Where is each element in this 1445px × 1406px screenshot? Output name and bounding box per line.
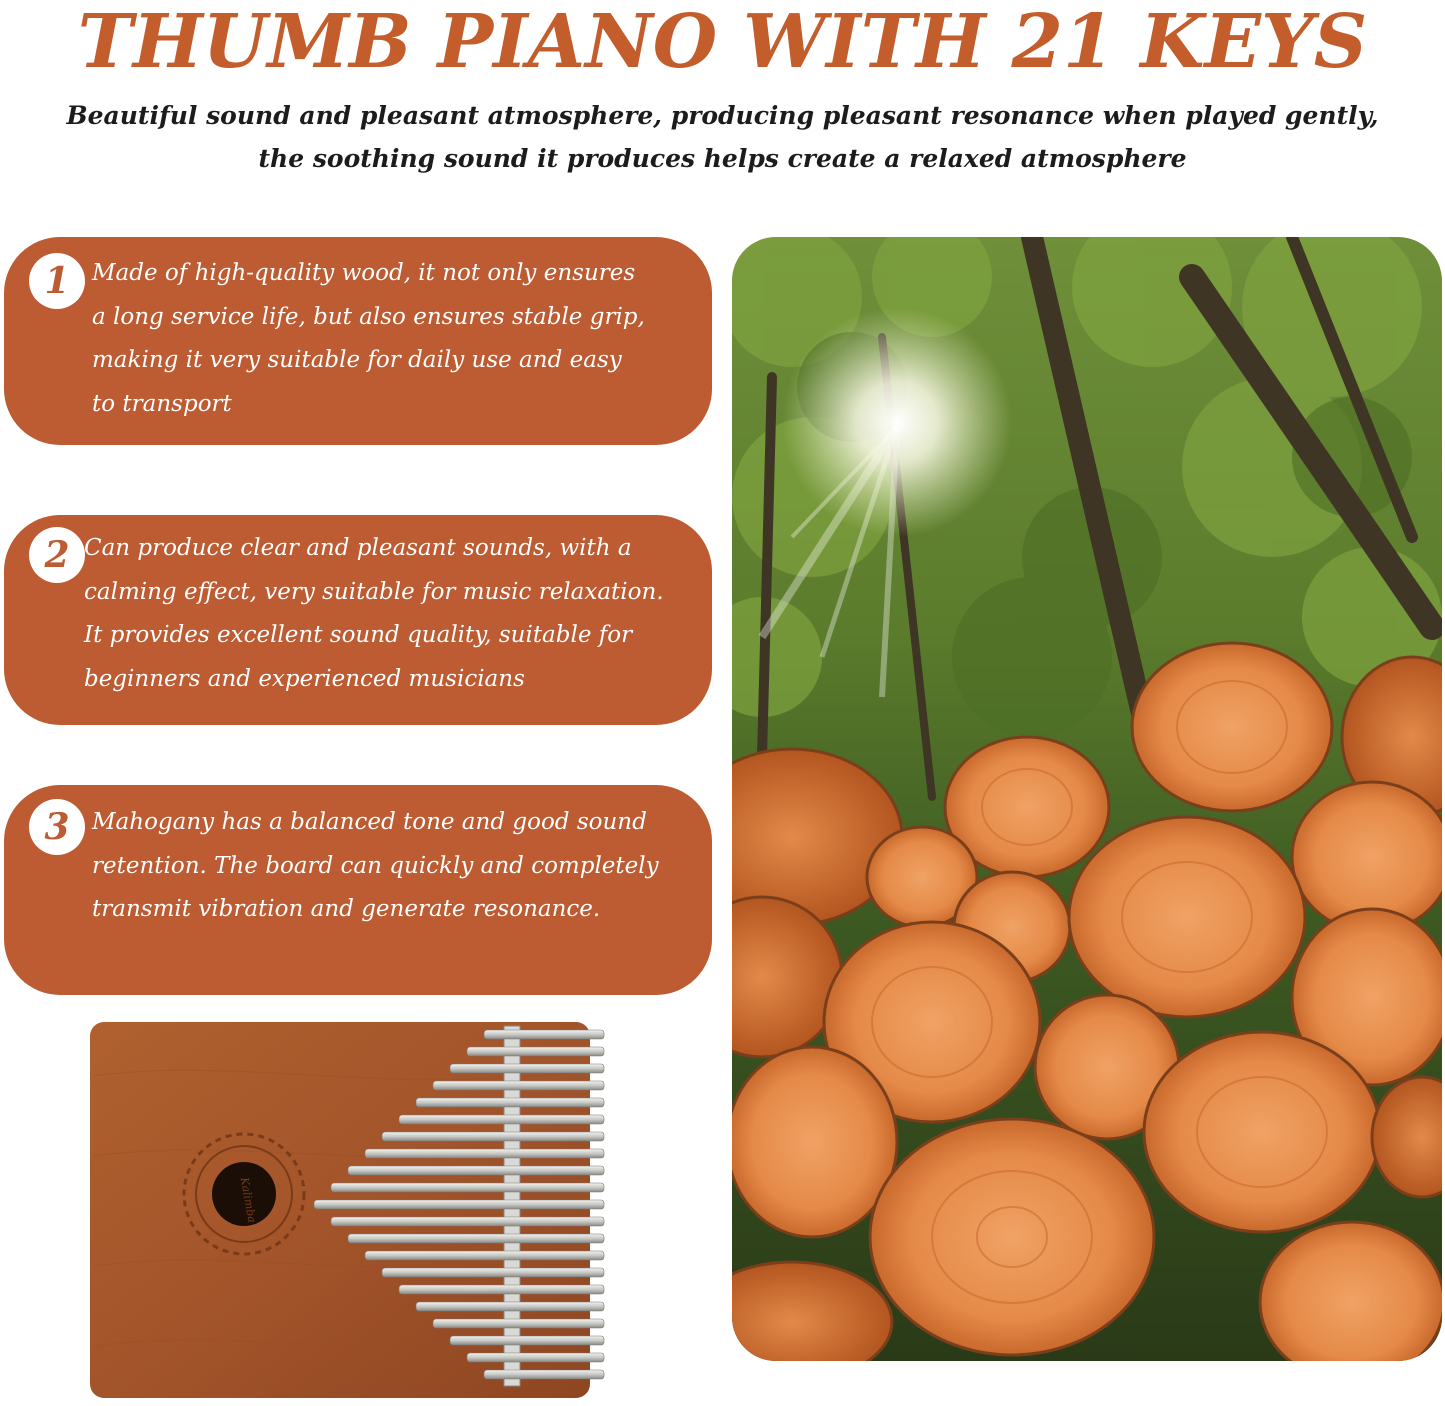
feature-number-badge: 2 [29, 527, 85, 583]
kalimba-logo: Kalimba [237, 1176, 259, 1224]
feature-line: a long service life, but also ensures stable grip, [92, 303, 645, 330]
forest-logs-photo [732, 237, 1442, 1361]
kalimba-key [416, 1302, 604, 1311]
kalimba-key [467, 1353, 604, 1362]
kalimba-key [416, 1098, 604, 1107]
feature-card-2 [4, 515, 712, 725]
feature-line: It provides excellent sound quality, suitable for [84, 622, 633, 648]
feature-line: retention. The board can quickly and completely [92, 852, 659, 879]
kalimba-key [433, 1319, 604, 1328]
kalimba-key [331, 1183, 604, 1192]
feature-line: making it very suitable for daily use and easy [92, 347, 622, 373]
kalimba-key [365, 1149, 604, 1158]
feature-line: calming effect, very suitable for music relaxation. [84, 578, 664, 605]
feature-text [84, 527, 704, 701]
kalimba-key [382, 1268, 604, 1277]
kalimba-key [314, 1200, 604, 1209]
feature-line: Can produce clear and pleasant sounds, with a [84, 535, 632, 561]
feature-text [92, 252, 704, 426]
feature-number-badge: 1 [29, 253, 85, 309]
kalimba-key [484, 1370, 604, 1379]
kalimba-key [450, 1336, 604, 1345]
kalimba-key [484, 1030, 604, 1039]
page-title: THUMB PIANO WITH 21 KEYS [77, 0, 1368, 85]
feature-line: Made of high-quality wood, it not only ensures [92, 260, 636, 286]
feature-line: Mahogany has a balanced tone and good sound [92, 809, 647, 835]
kalimba-key [348, 1234, 604, 1243]
feature-card-3 [4, 785, 712, 995]
kalimba-key [365, 1251, 604, 1260]
feature-text [92, 801, 704, 932]
kalimba-key [467, 1047, 604, 1056]
kalimba-key [382, 1132, 604, 1141]
feature-line: beginners and experienced musicians [84, 665, 525, 692]
kalimba-product-image [84, 1016, 624, 1402]
kalimba-key [331, 1217, 604, 1226]
kalimba-key [433, 1081, 604, 1090]
kalimba-key [348, 1166, 604, 1175]
kalimba-key [399, 1285, 604, 1294]
kalimba-key [399, 1115, 604, 1124]
feature-line: to transport [92, 390, 232, 417]
kalimba-key [450, 1064, 604, 1073]
feature-card-1 [4, 237, 712, 445]
feature-number-badge: 3 [29, 799, 85, 855]
feature-line: transmit vibration and generate resonance. [92, 896, 601, 922]
page-subtitle: Beautiful sound and pleasant atmosphere, producing pleasant resonance when played gently, the soothing sound it produces helps create a relaxed atmosphere [66, 101, 1379, 173]
